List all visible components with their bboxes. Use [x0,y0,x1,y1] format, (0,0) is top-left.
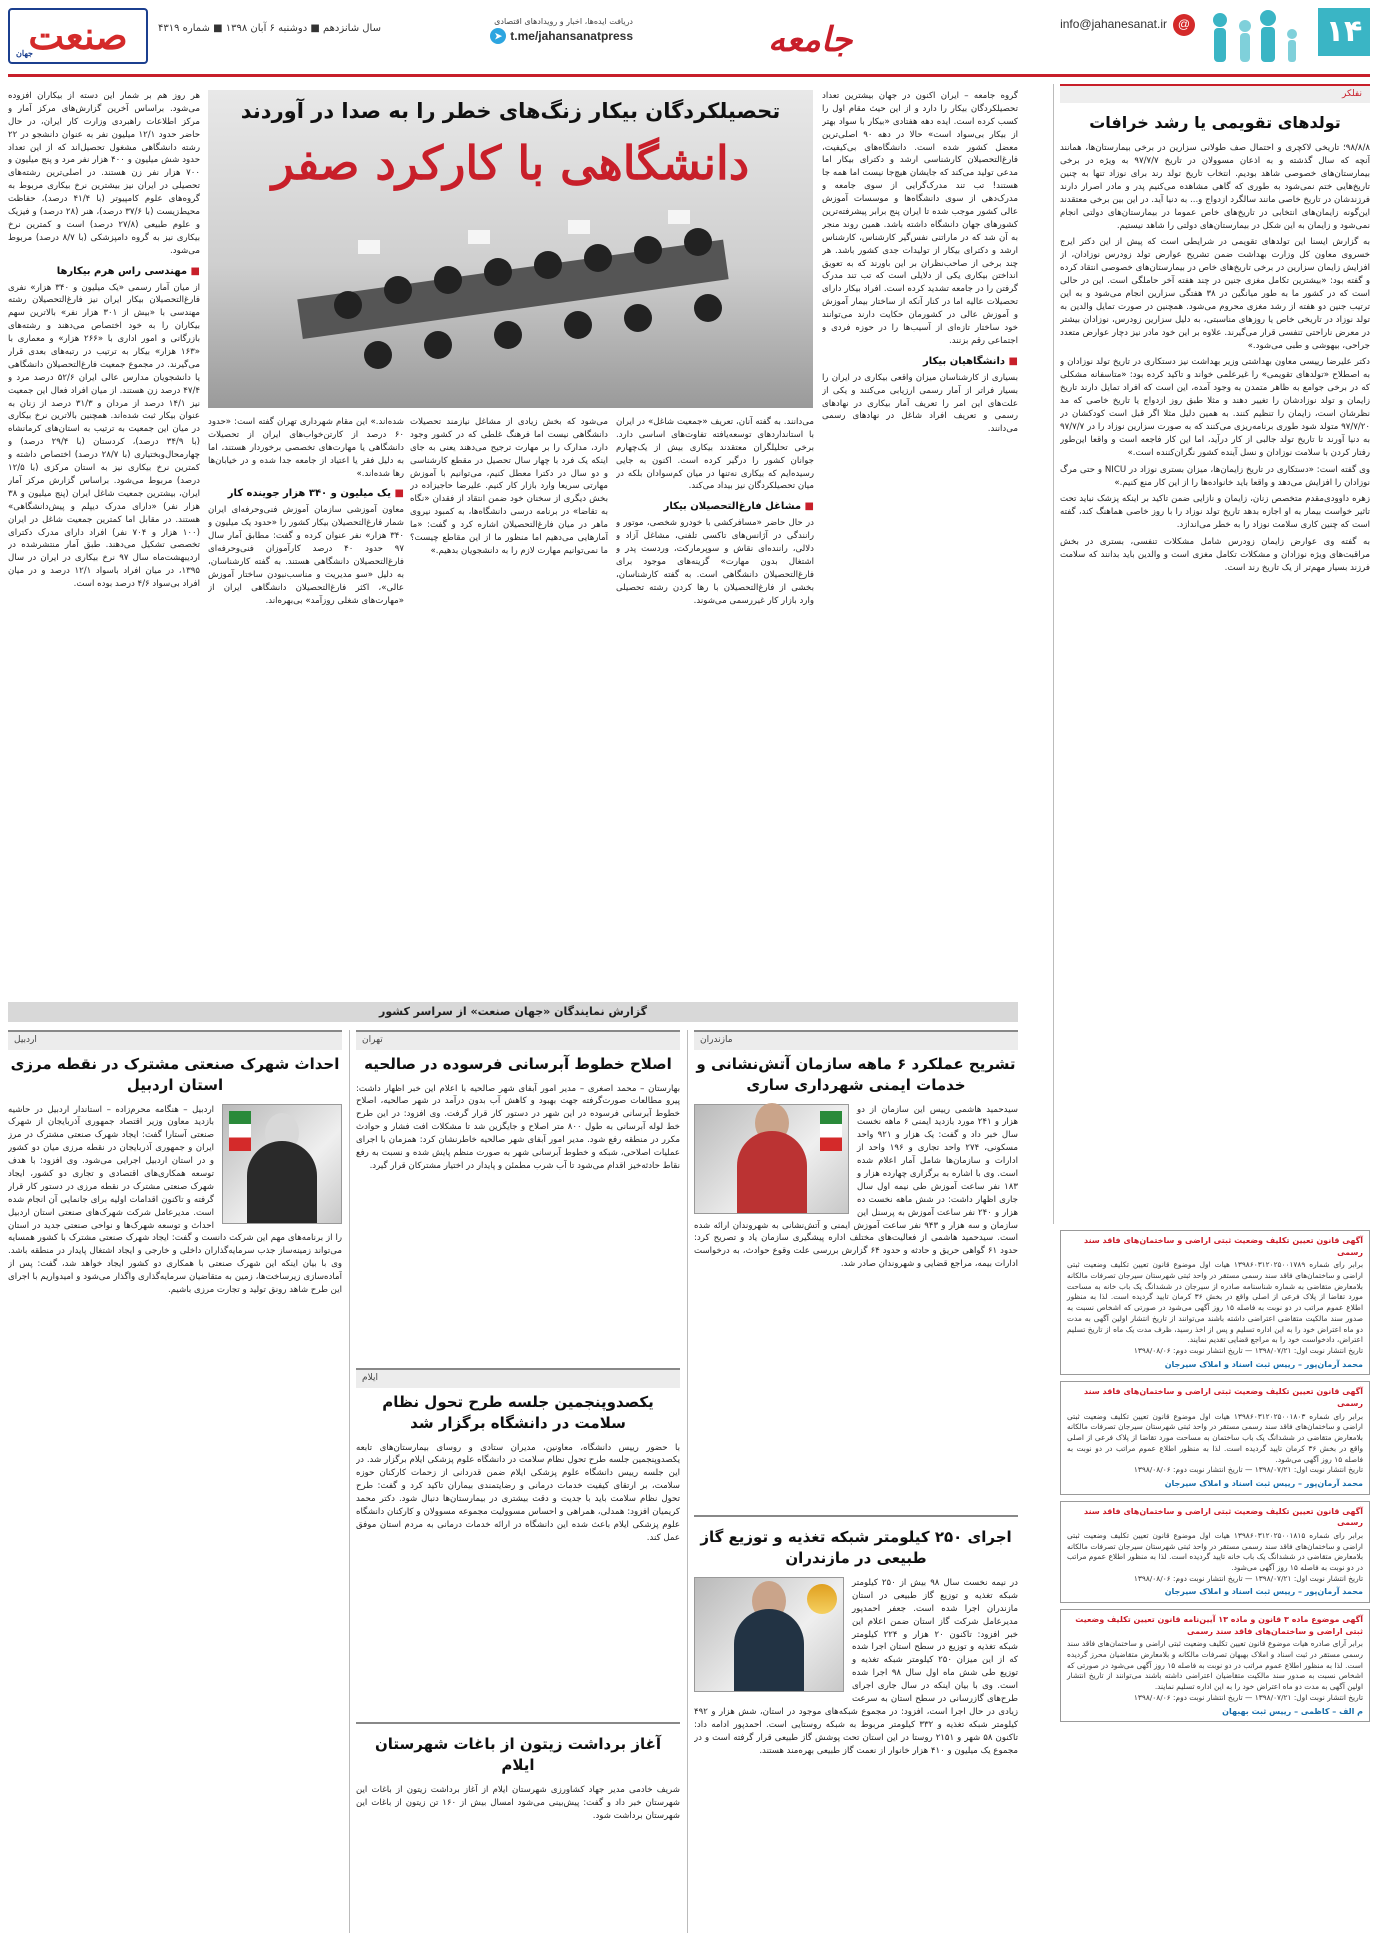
email-contact[interactable] [1060,14,1195,36]
ad-body: برابر رای شماره ۱۳۹۸۶۰۳۱۲۰۲۵۰۰۱۷۸۹ هیات اول موضوع قانون تعیین تکلیف وضعیت ثبتی اراضی و ساختمان‌های فاقد سند رسمی مستقر در واحد ثبتی شهرستان سیرجان تصرفات مالکانه بلامعارض متقاضی به شماره شناسنامه صادره از سیرجان در ششدانگ یک باب خانه به مساحت مورد تقاضا از پلاک فرعی از اصلی واقع در بخش ۳۶ کرمان تایید گردیده است. لذا به منظور اطلاع عموم مراتب در دو نوبت به فاصله ۱۵ روز آگهی می‌شود در صورتی که اشخاص نسبت به صدور سند مالکیت متقاضی اعتراضی داشته باشند می‌توانند از تاریخ انتشار اولین آگهی به مدت دو ماه اعتراض خود را به این اداره تسلیم و پس از اخذ رسید، ظرف مدت یک ماه از تاریخ تسلیم اعتراض، دادخواست خود را به مراجع قضایی تقدیم نمایند. [1067,1260,1363,1345]
paragraph: بهارستان – محمد اصغری – مدیر امور آبفای شهر صالحیه با اعلام این خبر اظهار داشت: پیرو مطالعات صورت‌گرفته جهت بهبود و کاهش آب بدون درآمد در شهر صالحیه، اصلاح خطوط آبرسانی فرسوده در این شهر در دستور کار قرار گرفت. وی افزود: در این طرح خط لوله آبرسانی به طول ۸۰۰ متر اصلاح و جایگزین شد تا مشکلات افت فشار و حوادث مکرر در منطقه رفع شود. مدیر امور آبفای شهر صالحیه خاطرنشان کرد: همزمان با اجرای عملیات اصلاحی، شبکه و خطوط آبرسانی شهر به صورت منظم پایش شده و نسبت به رفع نقاط حادثه‌خیز اقدام می‌شود تا آب شرب مطمئن و پایدار در اختیار مشترکان قرار گیرد. [356,1083,680,1171]
lead-over-title: تحصیلکردگان بیکار زنگ‌های خطر را به صدا در آوردند [240,99,781,123]
column-divider [349,1030,350,1933]
telegram-promo [438,16,633,45]
paragraph: در نیمه نخست سال ۹۸ بیش از ۲۵۰ کیلومتر شبکه تغذیه و توزیع گاز طبیعی در استان مازندران اجرا شده است. جعفر احمدپور مدیرعامل شرکت گاز استان ضمن اعلام این خبر افزود: تاکنون ۲۰ هزار و ۲۲۴ کیلومتر شبکه تغذیه و توزیع در سطح استان اجرا شده که از این میزان ۲۵۰ کیلومتر شبکه تغذیه و توزیع طی شش ماه اول سال ۹۸ اجرا شده است. وی با بیان اینکه در سال جاری اجرای طرح‌های گازرسانی در سطح استان به سرعت زیادی در حال اجرا است، افزود: در مجموع شبکه‌های موجود در استان، شش هزار و ۴۹۲ کیلومتر شبکه تغذیه و ۳۳۲ کیلومتر مربوط به شبکه روستایی است. احمدپور ادامه داد: تاکنون ۵۸ شهر و ۲۱۵۱ روستا در این استان تحت پوشش گاز طبیعی قرار گرفته است و در مجموع یک میلیون و ۴۱۰ هزار خانوار از نعمت گاز طبیعی بهره‌مند هستند. [694,1578,1018,1756]
family-silhouette-icon [1200,8,1310,68]
ad-dates: تاریخ انتشار نوبت اول: ۱۳۹۸/۰۷/۲۱ — تاریخ انتشار نوبت دوم: ۱۳۹۸/۰۸/۰۶ [1133,1692,1363,1702]
paragraph: دکتر علیرضا رییسی معاون بهداشتی وزیر بهداشت نیز دستکاری در تاریخ تولد نوزادان و به اصطلاح «تولدهای تقویمی» را غیرعلمی خواند و تاکید کرده بود: «متاسفانه مشکلی که در برخی جوامع به ظاهر متمدن به وجود آمده، این است که افراد تمایل دارند تاریخ زایمان و تولد نوزادشان را تغییر دهند و مثلا طبق روز ازدواج یا تاریخ خاصی که مد نظرشان است، زایمان را تنظیم کنند. به همین دلیل مثلا اگر قبل است کودکشان در ۹۷/۷/۲۰ متولد شود طوری برنامه‌ریزی می‌کنند که به صورت سزارین نوزاد را در ۹۷/۷/۷ به دنیا آورند تا تاریخ تولد جالبی از کار درآید، اما این کار فاجعه است و واقعا این‌طور رفتار کردن با سلامت نوزادان و نسل آینده کشور نگران‌کننده است.» [1060,357,1370,458]
ad-dates: تاریخ انتشار نوبت اول: ۱۳۹۸/۰۷/۲۱ — تاریخ انتشار نوبت دوم: ۱۳۹۸/۰۸/۰۶ [1133,1346,1363,1356]
paragraph: گروه جامعه – ایران اکنون در جهان بیشترین تعداد تحصیلکردگان بیکار را دارد و از این حیث مقام اول را کسب کرده است. ایده دهه هفتادی «بیکار با سواد بهتر از بیکار بی‌سواد است» حالا در دهه ۹۰ اصلی‌ترین معضل کشور شده است. دانشگاه‌های بی‌کیفیت، فارغ‌التحصیلان کارشناسی ارشد و دکترای بیکار اما مدعی تولید می‌کند که جایشان هیچ‌جا نیست اما همه جا هستند! تب تند مدرک‌گرایی از سوی جامعه و مدرک‌دهی از سوی دانشگاه‌ها و موسسات آموزش عالی کشور موجب شده تا ایران پنج برابر پیشرفته‌ترین کشورهای جهان دانشگاه داشته باشد. همین روند منجر به آن شد که در ماراتنی نفس‌گیر کارشناس، کارشناس ارشد و دکترای بیکار از تولیدات جدی کشور باشد. هر چند برخی از صاحب‌نظران بر این باورند که به تعویق انداختن بیکاری یکی از دلایلی است که تب تند مدرک گرفتن را در جامعه تشدید کرده است. افراد بیکار دارای تحصیلات عالیه اما در کنار آنکه از ساختار بیمار آموزش و آموزش عالی در کشورمان حکایت دارند می‌توانند خود ساختار تازه‌ای از آسیب‌ها را در حوزه فردی و اجتماعی رقم بزنند. [822,91,1018,346]
lead-title[interactable]: دانشگاهی با کارکرد صفر [271,136,750,190]
ad-signature: محمد آرمان‌پور – رییس ثبت اسناد و املاک سیرجان [1164,1478,1363,1488]
ad-title: آگهی قانون تعیین تکلیف وضعیت ثبتی اراضی و ساختمان‌های فاقد سند رسمی [1084,1236,1363,1257]
gas-ceo-photo [694,1577,844,1692]
region-tag: ایلام [356,1368,680,1388]
subheading: ■ دانشگاهیان بیکار [822,354,1018,369]
paragraph: می‌شود که بخش زیادی از مشاغل نیازمند تحصیلات دانشگاهی نیست اما فرهنگ غلطی که در کشور وجود دارد، مدارک را بر مهارت ترجیح می‌دهند یعنی به جای اینکه یک فرد با چهار سال تحصیل در مقطع کارشناسی و دو سال در دکترا معطل کنیم، می‌توانیم با آموزش مهارتی سریعا وارد بازار کار کنیم. علیرضا حاجیزاده در بخش دیگری از سخنان خود ضمن انتقاد از فقدان «نگاه به تقاضا» در برنامه درسی دانشگاه‌ها، به کمبود نیروی ماهر در میان فارغ‌التحصیلان اشاره کرد و گفت: «ما آمارهایی می‌دهیم اما منظور ما از این مقاطع چیست؟ ما نمی‌توانیم مهارت لازم را به دانشجویان بدهیم.» [410,417,608,556]
ad-title: آگهی قانون تعیین تکلیف وضعیت ثبتی اراضی و ساختمان‌های فاقد سند رسمی [1084,1387,1363,1408]
email-address[interactable]: info@jahanesanat.ir [1060,17,1167,32]
flag-icon [229,1111,251,1151]
governor-photo [222,1104,342,1224]
report-title[interactable]: یکصدوپنجمین جلسه طرح تحول نظام سلامت در دانشگاه برگزار شد [382,1392,654,1432]
lead-column-3 [410,416,608,996]
lead-column-1 [822,90,1018,995]
ad-body: برابر آرای صادره هیات موضوع قانون تعیین تکلیف وضعیت ثبتی اراضی و ساختمان‌های فاقد سند رسمی مستقر در ثبت اسناد و املاک بهبهان تصرفات مالکانه و بلامعارض متقاضیان محرز گردیده است. لذا به منظور اطلاع عموم مراتب در دو نوبت به فاصله ۱۵ روز آگهی می‌شود در صورتی که اشخاص نسبت به صدور سند مالکیت متقاضیان اعتراضی داشته باشند می‌توانند از تاریخ انتشار اولین آگهی به مدت دو ماه اعتراض خود را به این اداره تسلیم نمایند. [1067,1639,1363,1692]
paragraph: ۹۸/۸/۸؛ تاریخی لاکچری و احتمال صف طولانی سزارین در برخی بیمارستان‌ها، همانند آنچه که سال گذشته و به اذعان مسوولان در تاریخ ۹۷/۷/۷ به ویژه در برخی بیمارستان‌های خصوصی شاهد بودیم. انتخاب تاریخ تولد رند برای نوزاد تنها به چنین تاریخ‌هایی ختم نمی‌شود به طوری که گاهی مشاهده می‌کنیم پدر و مادر اصرار دارند فرزندشان در تاریخ خاصی مانند سالگرد ازدواج و... به دنیا آید. در این بین برخی معتقدند این‌گونه زایمان‌های انتخابی در تاریخ‌های خاص عموما در بیمارستان‌های دولتی انجام نمی‌شود و زایمان به این شکل در بیمارستان‌های دولتی را شاهد نیستیم. [1060,143,1370,231]
section-title: جامعه [768,20,853,60]
paragraph: شریف خادمی مدیر جهاد کشاورزی شهرستان ایلام از آغاز برداشت زیتون از باغات این شهرستان خبر داد و گفت: پیش‌بینی می‌شود امسال بیش از ۱۶۰ تن زیتون از باغات این شهرستان برداشت شود. [356,1785,680,1821]
region-tag: مازندران [694,1030,1018,1050]
report-ardabil [8,1030,342,1933]
ad-title: آگهی قانون تعیین تکلیف وضعیت ثبتی اراضی و ساختمان‌های فاقد سند رسمی [1084,1506,1363,1528]
subheading: ■ مهندسی راس هرم بیکارها [8,264,200,279]
telegram-link[interactable] [438,28,633,45]
page-number: ۱۴ [1318,8,1370,56]
person [247,1141,317,1223]
ad-signature: م الف – کاظمی – رییس ثبت بهبهان [1222,1706,1363,1716]
paragraph: وی گفته است: «دستکاری در تاریخ زایمان‌ها، میزان بستری نوزاد در NICU و حتی مرگ نوزادان را افزایش می‌دهد و واقعا باید خانواده‌ها را از این کار منع کنیم.» [1060,464,1370,488]
legal-ad[interactable] [1060,1381,1370,1494]
logo-subtext: جهان [16,48,33,59]
subheading: ■ یک میلیون و ۳۴۰ هزار جوینده کار [208,486,404,501]
report-ilam-olive [356,1722,680,1933]
person [734,1609,804,1691]
telegram-icon: ➤ [490,28,506,44]
subheading: ■ مشاغل فارغ‌التحصیلان بیکار [616,499,814,514]
paragraph: به گزارش ایسنا این تولدهای تقویمی در شرایطی است که پیش از این دکتر ایرج خسروی معاون کل وزارت بهداشت ضمن تشریح عوارض تولد زودرس نوزادان، از افزایش زایمان سزارین در برخی تاریخ‌های خاص در بیمارستان‌های خصوصی انتقاد کرده و گفته بود: «بیشترین تکامل مغزی جنین در چند هفته آخر حاملگی است. این در حالی است که در کشور ما به طور میانگین در ۳۸ هفتگی سزارین انجام می‌شود و به این ترتیب جنین دو هفته از رشد مغزی محروم می‌شود. همچنین در صورت تمایل والدین به تولد نوزاد در تاریخی خاص یا روزهای مناسبتی، به دلیل سزارین زودرس، نوزادان بیشتر در معرض ناراحتی تنفسی قرار می‌گیرند. علاوه بر این خود مادر نیز دچار عوارض متعدد جراحی، بیهوشی و طبی می‌شود.» [1060,237,1370,351]
paragraph: بسیاری از کارشناسان میزان واقعی بیکاری در ایران را بسیار فراتر از آمار رسمی ارزیابی می‌کنند و یکی از علت‌های این امر را تعریف آمار بیکاری در نهادهای رسمی و تعریف افراد شاغل در نهادهای رسمی می‌دانند. [822,372,1018,435]
report-title[interactable]: اجرای ۲۵۰ کیلومتر شبکه تغذیه و توزیع گاز طبیعی در مازندران [700,1528,1012,1567]
region-tag: تهران [356,1030,680,1050]
report-ilam [356,1368,680,1718]
ad-body: برابر رای شماره ۱۳۹۸۶۰۳۱۲۰۲۵۰۰۱۸۱۵ هیات اول موضوع قانون تعیین تکلیف وضعیت ثبتی اراضی و ساختمان‌های فاقد سند رسمی مستقر در واحد ثبتی شهرستان سیرجان تصرفات مالکانه بلامعارض متقاضی در ششدانگ یک باب خانه تایید گردیده است. لذا به منظور اطلاع عموم مراتب در دو نوبت به فاصله ۱۵ روز آگهی می‌شود. [1067,1530,1363,1572]
paragraph: اردبیل – هنگامه محرم‌زاده – استاندار اردبیل در حاشیه بازدید معاون وزیر اقتصاد جمهوری آذربایجان از شهرک صنعتی آستارا گفت: ایجاد شهرک صنعتی مشترک در مرز ایران و جمهوری آذربایجان در نقطه مرزی میان دو کشور و در استان اردبیل اجرایی می‌شود. وی افزود: با هدف توسعه همکاری‌های اقتصادی و تجاری دو کشور، ایجاد شهرک صنعتی مشترک در نقطه مرزی در دستور کار قرار گرفته و تاکنون اقدامات اولیه برای جانمایی آن انجام شده است. مدیرعامل شرکت شهرک‌های صنعتی استان اردبیل احداث و توسعه شهرک‌ها و نواحی صنعتی جدید در استان را از برنامه‌های مهم این شرکت دانست و گفت: ایجاد شهرک صنعتی مشترک با کشور همسایه می‌تواند زمینه‌ساز جذب سرمایه‌گذاران داخلی و خارجی و ایجاد اشتغال پایدار در منطقه باشد. وی با بیان اینکه این شهرک صنعتی با همکاری دو کشور ایجاد خواهد شد، گفت: پس از آماده‌سازی زیرساخت‌ها، زمین به متقاضیان سرمایه‌گذاری واگذار می‌شود و امیدواریم با اجرای این طرح شاهد رونق تولید و تجارت مرزی باشیم. [8,1104,342,1295]
right-article [1060,84,1370,1084]
region-tag: اردبیل [8,1030,342,1050]
legal-ad[interactable] [1060,1230,1370,1375]
email-icon: @ [1173,14,1195,36]
fire-chief-photo [694,1104,849,1214]
article-kicker: نفلکر [1060,84,1370,103]
reports-banner: گزارش نمایندگان «جهان صنعت» از سراسر کشور [8,1002,1018,1022]
legal-ad[interactable] [1060,1609,1370,1722]
logo-text: صنعت [28,13,128,59]
paragraph: با حضور رییس دانشگاه، معاونین، مدیران ستادی و روسای بیمارستان‌های تابعه یکصدوپنجمین جلسه طرح تحول نظام سلامت در دانشگاه علوم پزشکی ایلام برگزار شد. در این جلسه رییس دانشگاه علوم پزشکی ایلام ضمن قدردانی از زحمات کارکنان حوزه سلامت، بر ارتقای کیفیت خدمات درمانی و رضایتمندی بیماران تاکید کرد و گفت: طرح تحول نظام سلامت باید با جدیت و دقت بیشتری در بیمارستان‌ها دنبال شود. دکتر محمد کریمیان افزود: همدلی، همراهی و احساس مسوولیت مجموعه مسوولان و کارکنان دانشگاه علوم پزشکی ایلام باعث شده این دانشگاه در ارائه خدمات درمانی به مردم استان موفق عمل کند. [356,1442,680,1543]
paragraph: هر روز هم بر شمار این دسته از بیکاران افزوده می‌شود. براساس آخرین گزارش‌های مرکز آمار و مرکز اطلاعات راهبردی وزارت کار ایران، در حال حاضر حدود ۱۲/۱ میلیون نفر به عنوان دانشجو در ۲۲ رشته دانشگاهی مشغول تحصیل‌اند که از این تعداد حدود شش میلیون و ۴۰۰ هزار نفر مرد و پنج میلیون و ۷۰۰ هزار نفر زن هستند. در اصلی‌ترین رشته‌های تحصیلی در ایران نیز بیشترین نرخ بیکاری مربوط به گروه‌های علوم کامپیوتر (با ۴۱/۴ درصد)، حفاظت محیط‌زیست (با ۳۷/۶ درصد)، هنر (۲۸ درصد) و فیزیک و علوم طبیعی (۲۷/۸ درصد) است و کمترین نرخ بیکاری نیز به گروه دامپزشکی (با ۸/۷ درصد) مربوط می‌شود. [8,91,200,256]
newspaper-logo[interactable] [8,8,148,64]
report-title[interactable]: آغاز برداشت زیتون از باغات شهرستان ایلام [374,1735,662,1774]
header-divider [8,74,1370,77]
page-header [8,8,1370,78]
paragraph: در حال حاضر «مسافرکشی با خودرو شخصی، موتور و رانندگی در آژانس‌های تاکسی تلفنی، مشاغل آزاد و دلالی، راننده‌ای نقاش و سوپرمارکت، وردست پدر و اشتغال بدون مهارت» گزینه‌های موجود برای فارغ‌التحصیلان دانشگاهی است. به گفته کارشناسان، بخشی از فارغ‌التحصیلان با رها کردن رشته تحصیلی وارد بازار کار غیررسمی می‌شوند. [616,518,814,606]
paragraph: معاون آموزشی سازمان آموزش فنی‌وحرفه‌ای ایران شمار فارغ‌التحصیلان بیکار کشور را «حدود یک میلیون و ۳۴۰ هزار» نفر عنوان کرده و گفت: مطابق آمار سال ۹۷ حدود ۴۰ درصد کارآموزان فنی‌وحرفه‌ای فارغ‌التحصیلان دانشگاهی هستند. به گفته کارشناسان، به دلیل «سو مدیریت و مناسب‌نبودن ساختار آموزش عالی»، اکثر فارغ‌التحصیلان دانشگاهی ایران از «مهارت‌های شغلی روزآمد» بی‌بهره‌اند. [208,505,404,606]
ad-signature: محمد آرمان‌پور – رییس ثبت اسناد و املاک سیرجان [1164,1587,1363,1597]
ad-dates: تاریخ انتشار نوبت اول: ۱۳۹۸/۰۷/۲۱ — تاریخ انتشار نوبت دوم: ۱۳۹۸/۰۸/۰۶ [1133,1573,1363,1583]
report-tehran [356,1030,680,1360]
paragraph: از میان آمار رسمی «یک میلیون و ۳۴۰ هزار» نفری فارغ‌التحصیلان بیکار ایران نیز فارغ‌التحصیلان رشته مهندسی با «بیش از ۳۰۱ هزار نفر» بالاترین سهم بیکاران را به خود اختصاص می‌دهند و رشته‌های بازرگانی و امور اداری با «۲۶۶ هزار» و معماری با «۱۶۳ هزار» بیکار به ترتیب در رتبه‌های بعدی قرار می‌گیرند. در مجموع جمعیت فارغ‌التحصیلان دانشگاهی یا دانشجویان مدارس عالی ایران ۵۲/۶ درصد مرد و ۴۷/۴ درصد زن هستند. از میان افراد فعال این جمعیت نیز ۱۴/۱ درصد از مردان و ۳۱/۳ درصد از زنان به عنوان بیکار ثبت شده‌اند. همچنین بالاترین نرخ بیکاری در میان این جمعیت به ترتیب به استان‌های کرمانشاه (با ۳۴/۹ درصد)، کردستان (با ۲۹/۴ درصد) و چهارمحال‌وبختیاری (با ۲۸/۷ درصد) اختصاص داشته و کمترین نرخ بیکاری نیز به استان مرکزی (با ۱۲/۵ درصد) مربوط می‌شود. براساس گزارش مرکز آمار ایران، بیشترین جمعیت شاغل ایران (پنج میلیون و ۳۸ هزار نفر) «دارای مدرک دیپلم و پیش‌دانشگاهی» هستند. در مقابل اما کمترین جمعیت شاغل در ایران (۱۰۰ هزار و ۷۰۴ نفر) افراد دارای مدرک دکترای تخصصی تشکیل می‌دهند. طبق آمار منتشرشده در اردیبهشت‌ماه سال ۹۷ نرخ بیکاری در ایران در سال ۱۳۹۵، در میان افراد باسواد ۱۲/۱ درصد و در میان افراد بی‌سواد ۴/۶ درصد بوده است. [8,282,200,590]
column-divider [687,1030,688,1933]
paragraph: سیدحمید هاشمی رییس این سازمان از دو هزار و ۲۴۱ مورد بازدید ایمنی ۶ ماهه نخست سال خبر داد و گفت: یک هزار و ۹۲۱ واحد مسکونی، ۲۷۴ واحد تجاری و ۱۹۶ واحد از ادارات و سازمان‌ها شامل آمار اعلام شده است. وی با اشاره به برگزاری چهارده هزار و ۱۸۳ نفر ساعت آموزش طی نیمه اول سال جاری اظهار داشت: در شش ماهه نخست ده هزار و ۲۴۰ نفر ساعت آموزش به پرسنل این سازمان و سه هزار و ۹۴۳ نفر ساعت آموزش ایمنی و آتش‌نشانی به شهروندان ارائه شده است. سیدحمید هاشمی از فعالیت‌های مختلف اداره پیشگیری سازمان یاد و تصریح کرد: حدود ۶۱ گواهی حریق و حادثه و حدود ۶۴ گزارش بررسی علت وقوع حوادث، به درخواست ادارات بیمه، مراجع قضایی و شهروندان صادر شد. [694,1104,1018,1270]
lead-column-2 [616,416,814,996]
report-title[interactable]: اصلاح خطوط آبرسانی فرسوده در صالحیه [364,1054,672,1073]
report-mazandaran [694,1030,1018,1510]
ad-dates: تاریخ انتشار نوبت اول: ۱۳۹۸/۰۷/۲۱ — تاریخ انتشار نوبت دوم: ۱۳۹۸/۰۸/۰۶ [1133,1465,1363,1475]
classified-ads [1060,1230,1370,1930]
telegram-caption: دریافت ایده‌ها، اخبار و رویدادهای اقتصادی [494,17,633,26]
paragraph: به گفته وی عوارض زایمان زودرس شامل مشکلات تنفسی، بستری در بخش مراقبت‌های ویژه نوزادان و مشکلات تکامل مغزی است و والدین باید بدانند که سلامت فرزند بسیار مهم‌تر از یک تاریخ رند است. [1060,537,1370,573]
ad-body: برابر رای شماره ۱۳۹۸۶۰۳۱۲۰۲۵۰۰۱۸۰۳ هیات اول موضوع قانون تعیین تکلیف وضعیت ثبتی اراضی و ساختمان‌های فاقد سند رسمی مستقر در واحد ثبتی شهرستان سیرجان تصرفات مالکانه بلامعارض متقاضی در ششدانگ یک باب ساختمان به مساحت مورد تقاضا از پلاک فرعی از اصلی واقع در بخش ۳۶ کرمان تایید گردیده است. لذا به منظور اطلاع عموم مراتب در دو نوبت به فاصله ۱۵ روز آگهی می‌شود. [1067,1411,1364,1464]
ad-signature: محمد آرمان‌پور – رییس ثبت اسناد و املاک سیرجان [1164,1359,1363,1369]
telegram-url[interactable]: t.me/jahansanatpress [510,28,633,43]
lead-photo [208,90,813,408]
paragraph: می‌دانند. به گفته آنان، تعریف «جمعیت شاغل» در ایران با استانداردهای توسعه‌یافته تفاوت‌های اساسی دارد. برخی تحلیلگران معتقدند بیکاری بیش از یک‌چهارم جوانان کشور را درگیر کرده است. اکنون به جایی رسیده‌ایم که بیکاری نه‌تنها در میان کم‌سوادان بلکه در میان تحصیلکردگان نیز بیداد می‌کند. [616,417,814,492]
issue-info: سال شانزدهم ■ دوشنبه ۶ آبان ۱۳۹۸ ■ شماره ۴۳۱۹ [158,23,381,34]
lead-column-4 [208,416,404,996]
flag-icon [820,1111,842,1151]
lead-left-column [8,90,200,995]
article-body [1060,142,1370,1062]
report-title[interactable]: احداث شهرک صنعتی مشترک در نقطه مرزی استان اردبیل [10,1054,340,1094]
report-mazandaran-gas [694,1515,1018,1933]
legal-ad[interactable] [1060,1501,1370,1603]
person [737,1131,807,1213]
column-divider [1053,84,1054,1224]
ad-title: آگهی موضوع ماده ۳ قانون و ماده ۱۳ آیین‌نامه قانون تعیین تکلیف وضعیت ثبتی اراضی و ساختمان‌های فاقد سند رسمی [1075,1615,1363,1636]
paragraph: شده‌اند.» این مقام شهرداری تهران گفته است: «حدود ۶۰ درصد از کارتن‌خواب‌های ایران از تحصیلات دانشگاهی یا مهارت‌های تخصصی برخوردار هستند، اما به دلیل فقر یا اعتیاد از جامعه جدا شده و در خیابان‌ها رها شده‌اند.» [208,417,404,479]
gas-logo-icon [807,1584,837,1614]
report-title[interactable]: تشریح عملکرد ۶ ماهه سازمان آتش‌نشانی و خدمات ایمنی شهرداری ساری [696,1054,1016,1094]
paragraph: زهره داوودی‌مقدم متخصص زنان، زایمان و نازایی ضمن تاکید بر اینکه پزشک نباید تحت تاثیر خواست بیمار به او اجازه بدهد تاریخ تولد نوزاد را با روز خاصی هماهنگ کند، گفته است که چنین کاری سلامت نوزاد را به خطر می‌اندازد. [1060,494,1370,531]
article-title[interactable]: تولدهای تقویمی یا رشد خرافات [1089,113,1341,133]
